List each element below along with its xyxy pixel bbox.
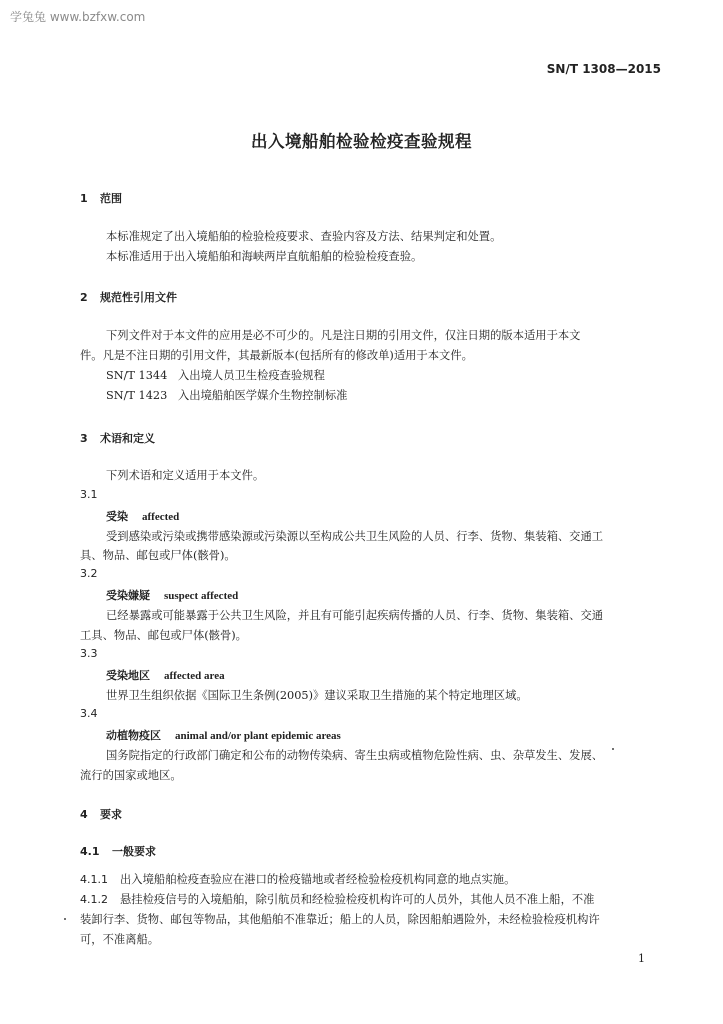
term-heading: [106, 667, 225, 683]
section-number: 3: [80, 432, 88, 445]
section-title: 术语和定义: [100, 432, 155, 445]
terms-intro: 下列术语和定义适用于本文件。: [106, 469, 265, 482]
clause-4-1-1: [80, 871, 515, 887]
subsection-heading-general: [80, 843, 156, 859]
term-number: 3.4: [80, 707, 98, 720]
clause-4-1-2-line-1: [80, 891, 594, 907]
section-number: 4: [80, 808, 88, 821]
clause-4-1-2-line-2: 装卸行李、货物、邮包等物品，其他船舶不准靠近；船上的人员，除因船舶遇险外，未经检验检疫机构许: [80, 913, 600, 926]
term-chinese: 受染地区: [106, 669, 150, 682]
term-english: affected area: [164, 670, 225, 682]
reference-item: [106, 367, 325, 383]
section-number: 1: [80, 192, 88, 205]
stray-mark: [64, 918, 66, 920]
term-definition-line: 工具、物品、邮包或尸体(骸骨)。: [80, 629, 247, 642]
section-heading-scope: [80, 190, 122, 206]
term-definition-line: 已经暴露或可能暴露于公共卫生风险，并且有可能引起疾病传播的人员、行李、货物、集装箱、交通: [106, 609, 604, 622]
term-english: affected: [142, 511, 180, 523]
page-number: 1: [638, 952, 645, 965]
references-intro-line-2: 件。凡是不注日期的引用文件，其最新版本(包括所有的修改单)适用于本文件。: [80, 349, 473, 362]
term-english: animal and/or plant epidemic areas: [175, 730, 341, 742]
term-definition-line: 受到感染或污染或携带感染源或污染源以至构成公共卫生风险的人员、行李、货物、集装箱、交通工: [106, 530, 604, 543]
standard-code: SN/T 1308—2015: [546, 62, 661, 76]
clause-text: 出入境船舶检疫查验应在港口的检疫锚地或者经检验检疫机构同意的地点实施。: [120, 873, 516, 886]
term-heading: [106, 508, 179, 524]
reference-code: SN/T 1344: [106, 369, 168, 382]
term-heading: [106, 727, 341, 743]
reference-code: SN/T 1423: [106, 389, 168, 402]
term-chinese: 动植物疫区: [106, 729, 161, 742]
term-definition-line: 国务院指定的行政部门确定和公布的动物传染病、寄生虫病或植物危险性病、虫、杂草发生、发展、: [106, 749, 604, 762]
term-chinese: 受染嫌疑: [106, 589, 150, 602]
references-intro-line-1: 下列文件对于本文件的应用是必不可少的。凡是注日期的引用文件，仅注日期的版本适用于本文: [106, 329, 581, 342]
section-title: 要求: [100, 808, 122, 821]
clause-4-1-2-line-3: 可，不准离船。: [80, 933, 160, 946]
document-title: 出入境船舶检验检疫查验规程: [251, 132, 472, 151]
section-heading-requirements: [80, 806, 122, 822]
clause-number: 4.1.1: [80, 873, 108, 886]
term-heading: [106, 587, 238, 603]
term-definition-line: 流行的国家或地区。: [80, 769, 182, 782]
clause-text: 悬挂检疫信号的入境船舶，除引航员和经检验检疫机构许可的人员外，其他人员不准上船，不准: [120, 893, 595, 906]
term-number: 3.1: [80, 488, 98, 501]
scope-paragraph-2: 本标准适用于出入境船舶和海峡两岸直航船舶的检验检疫查验。: [106, 250, 423, 263]
stray-mark: [612, 748, 614, 750]
section-title: 范围: [100, 192, 122, 205]
reference-item: [106, 387, 347, 403]
term-number: 3.3: [80, 647, 98, 660]
term-chinese: 受染: [106, 510, 128, 523]
section-heading-terms: [80, 430, 155, 446]
scope-paragraph-1: 本标准规定了出入境船舶的检验检疫要求、查验内容及方法、结果判定和处置。: [106, 230, 502, 243]
term-definition-line: 具、物品、邮包或尸体(骸骨)。: [80, 549, 236, 562]
clause-number: 4.1.2: [80, 893, 108, 906]
section-heading-references: [80, 289, 177, 305]
section-number: 2: [80, 291, 88, 304]
term-definition-line: 世界卫生组织依据《国际卫生条例(2005)》建议采取卫生措施的某个特定地理区域。: [106, 689, 528, 702]
subsection-number: 4.1: [80, 845, 100, 858]
subsection-title: 一般要求: [112, 845, 156, 858]
watermark-text: 学兔兔 www.bzfxw.com: [10, 10, 146, 24]
term-number: 3.2: [80, 567, 98, 580]
section-title: 规范性引用文件: [100, 291, 177, 304]
term-english: suspect affected: [164, 590, 239, 602]
reference-title: 入出境人员卫生检疫查验规程: [178, 369, 325, 382]
reference-title: 入出境船舶医学媒介生物控制标准: [178, 389, 348, 402]
